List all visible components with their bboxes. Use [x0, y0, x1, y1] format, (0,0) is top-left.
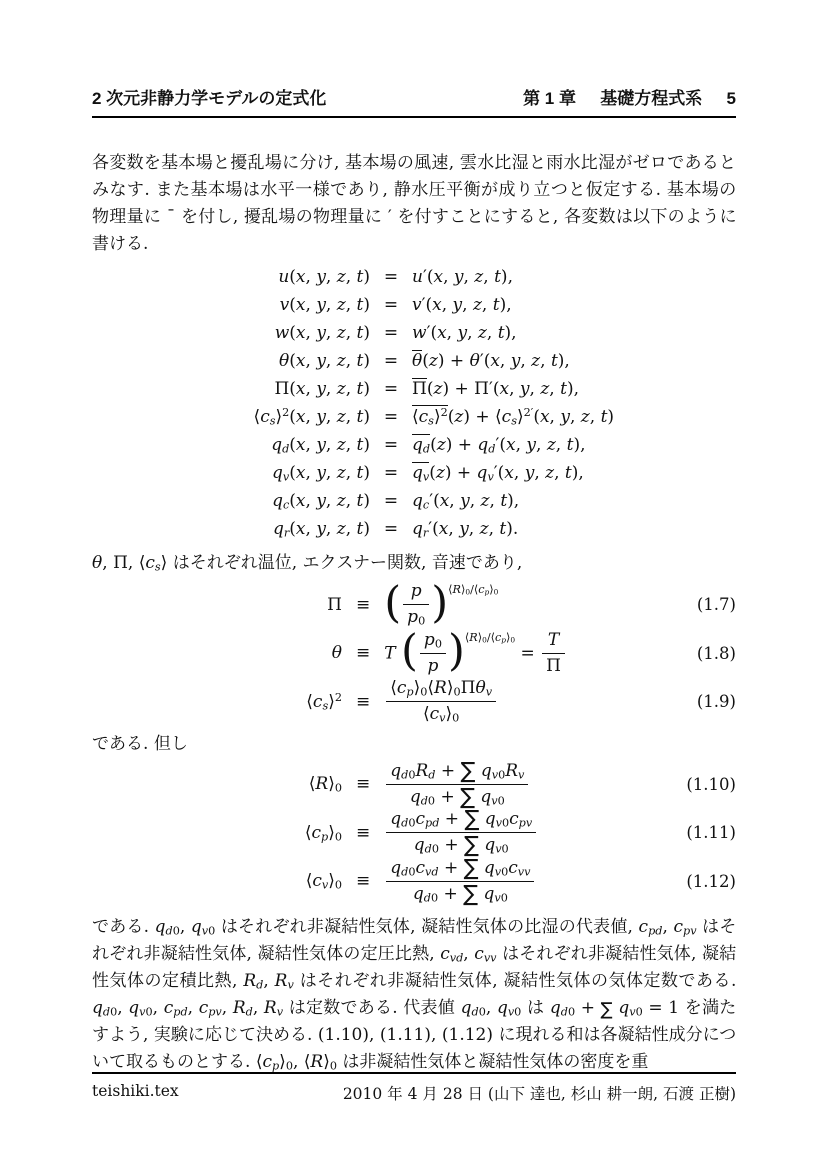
equation-lhs: $q_r(x$, y, z, t) [273, 519, 370, 540]
equation-row [165, 291, 736, 319]
equation-block-exner [92, 577, 736, 726]
equation-number: (1.10) [686, 774, 736, 794]
equation-number: (1.11) [686, 823, 736, 843]
equation-lhs: $⟨c_s⟩^2$ [306, 690, 342, 713]
equation-rhs: $q_c'(x$, y, z, t), [412, 491, 520, 512]
equation-rhs: $\frac{⟨c_p⟩_0⟨R⟩_0\Pi\theta_v}{⟨c_v⟩_0}$ [384, 678, 498, 726]
equiv-sign: ≡ [356, 774, 371, 795]
equation-rhs: u′(x, y, z, t), [412, 267, 513, 287]
equation-row [165, 403, 736, 431]
equation-row [165, 431, 736, 459]
equation-lhs: u(x, y, z, t) [278, 267, 370, 287]
paragraph-exner-intro: θ, Π, $⟨c_s⟩$ はそれぞれ温位, エクスナー関数, 音速であり, [92, 553, 523, 574]
equation-row [165, 263, 736, 291]
paragraph-dearu-tadashi: である. 但し [92, 733, 188, 754]
running-head-section-title: 2 次元非静力学モデルの定式化 [92, 89, 327, 108]
equation-lhs: Π(x, y, z, t) [274, 379, 370, 399]
equation-number: (1.8) [696, 643, 736, 663]
equiv-sign: ≡ [356, 691, 371, 712]
equation-rhs: $\frac{q_{d0}R_d + \sum q_{v0}R_v}{q_{d0} + \sum q_{v0}}$ [384, 761, 530, 809]
page-header [92, 84, 736, 118]
equation-row [165, 515, 736, 543]
numbered-equation-row [92, 626, 736, 678]
equiv-sign: ≡ [356, 822, 371, 843]
equiv-sign: ≡ [356, 871, 371, 892]
equals-sign: = [383, 435, 399, 455]
equation-lhs: θ(x, y, z, t) [279, 351, 370, 371]
equation-rhs: $⟨c_s⟩^2(z)$ + $⟨c_s⟩^{2'}(x$, y, z, t) [412, 406, 615, 428]
equation-row [165, 375, 736, 403]
chapter-label: 第 1 章 [523, 89, 576, 108]
page-number: 5 [726, 89, 736, 108]
equation-rhs: $q_d(z) + q_d'(x$, y, z, t), [412, 435, 586, 456]
paragraph-closing: である. $q_{d0}$, $q_{v0}$ はそれぞれ非凝結性気体, 凝結性気体の比湿の代表値, $c_{pd}$, $c_{pv}$ はそれぞれ非凝結性気体, 凝結性気体の定圧比熱, $c_{vd}$, $c_{vv}$ はそれぞれ非凝結性気体, 凝結性気体の定積比熱, $R_d$, $R_v$ はそれぞれ非凝結性気体, 凝結性気体の気体定数である. $q_{d0}$, $q_{v0}$, $c_{pd}$, $c_{pv}$, $R_d$, $R_v$ は定数である. 代表値 $q_{d0}$, $q_{v0}$ は $q_{d0}$ + ∑ $q_{v0} = 1$ を満たすよう, 実験に応じて決める. (1.10), (1.11), (1.12) に現れる和は各凝結性成分について取るものとする. $⟨c_p⟩_0$, $⟨R⟩_0$ は非凝結性気体と凝結性気体の密度を重 [92, 917, 737, 1073]
equiv-sign: ≡ [356, 643, 371, 664]
equation-row [165, 319, 736, 347]
page-footer [92, 1072, 736, 1104]
equals-sign: = [383, 519, 399, 539]
equation-lhs: θ [331, 643, 342, 664]
numbered-equation-row [92, 678, 736, 726]
equation-rhs: θ(z) + θ′(x, y, z, t), [412, 351, 570, 371]
footer-date-authors: 2010 年 4 月 28 日 (山下 達也, 杉山 耕一朗, 石渡 正樹) [342, 1085, 736, 1103]
equation-lhs: Π [327, 594, 342, 615]
numbered-equation-row [92, 757, 736, 810]
equation-lhs: v(x, y, z, t) [279, 295, 370, 315]
equals-sign: = [383, 267, 399, 287]
equals-sign: = [383, 379, 399, 399]
equation-row [165, 459, 736, 487]
equation-lhs: $⟨c_s⟩^2(x$, y, z, t) [253, 406, 370, 428]
equation-lhs: $⟨c_v⟩_0$ [305, 871, 342, 892]
equation-rhs: $q_r'(x$, y, z, t). [412, 519, 519, 540]
equation-array-decomposition [92, 263, 736, 543]
equation-lhs: $q_v(x$, y, z, t) [272, 463, 370, 484]
equals-sign: = [383, 491, 399, 511]
numbered-equation-row [92, 806, 736, 859]
paragraph-intro: 各変数を基本場と擾乱場に分け, 基本場の風速, 雲水比湿と雨水比湿がゼロであるとみなす. また基本場は水平一様であり, 静水圧平衡が成り立つと仮定する. 基本場の物理量に ¯ を付し, 擾乱場の物理量に ′ を付すことにすると, 各変数は以下のように書ける. [92, 153, 737, 254]
equation-row [165, 487, 736, 515]
equation-lhs: w(x, y, z, t) [274, 323, 370, 343]
equation-rhs: $q_v(z) + q_v'(x$, y, z, t), [412, 463, 584, 484]
equals-sign: = [383, 323, 399, 343]
equation-rhs: T ( $\frac{p_0}{p}$ )$^{⟨R⟩_0/⟨c_p⟩_0}$ = $\frac{T}{\Pi}$ [384, 630, 567, 678]
equals-sign: = [383, 295, 399, 315]
equation-number: (1.9) [696, 692, 736, 712]
numbered-equation-row [92, 854, 736, 907]
equiv-sign: ≡ [356, 594, 371, 615]
equals-sign: = [383, 463, 399, 483]
equation-block-mean-coefficients [92, 757, 736, 907]
equation-rhs: ( $\frac{p}{p_0}$ )$^{⟨R⟩_0/⟨c_p⟩_0}$ [384, 577, 499, 628]
equals-sign: = [383, 407, 399, 427]
equation-number: (1.12) [686, 871, 736, 891]
equation-rhs: $\frac{q_{d0}c_{pd} + \sum q_{v0}c_{pv}}{q_{d0} + \sum q_{v0}}$ [384, 809, 538, 857]
equation-lhs: $⟨c_p⟩_0$ [304, 822, 342, 844]
equation-rhs: Π(z) + Π′(x, y, z, t), [412, 379, 579, 399]
equation-lhs: $q_c(x$, y, z, t) [272, 491, 370, 512]
equation-lhs: $q_d(x$, y, z, t) [271, 435, 370, 456]
running-head-chapter [523, 84, 736, 109]
equation-lhs: $⟨R⟩_0$ [308, 774, 342, 795]
equation-number: (1.7) [696, 595, 736, 615]
chapter-title: 基礎方程式系 [600, 89, 703, 108]
equation-rhs: w′(x, y, z, t), [412, 323, 517, 343]
equals-sign: = [383, 351, 399, 371]
equation-row [165, 347, 736, 375]
footer-filename: teishiki.tex [92, 1082, 179, 1100]
equation-rhs: $\frac{q_{d0}c_{vd} + \sum q_{v0}c_{vv}}{q_{d0} + \sum q_{v0}}$ [384, 858, 536, 906]
equation-rhs: v′(x, y, z, t), [412, 295, 512, 315]
numbered-equation-row [92, 577, 736, 629]
